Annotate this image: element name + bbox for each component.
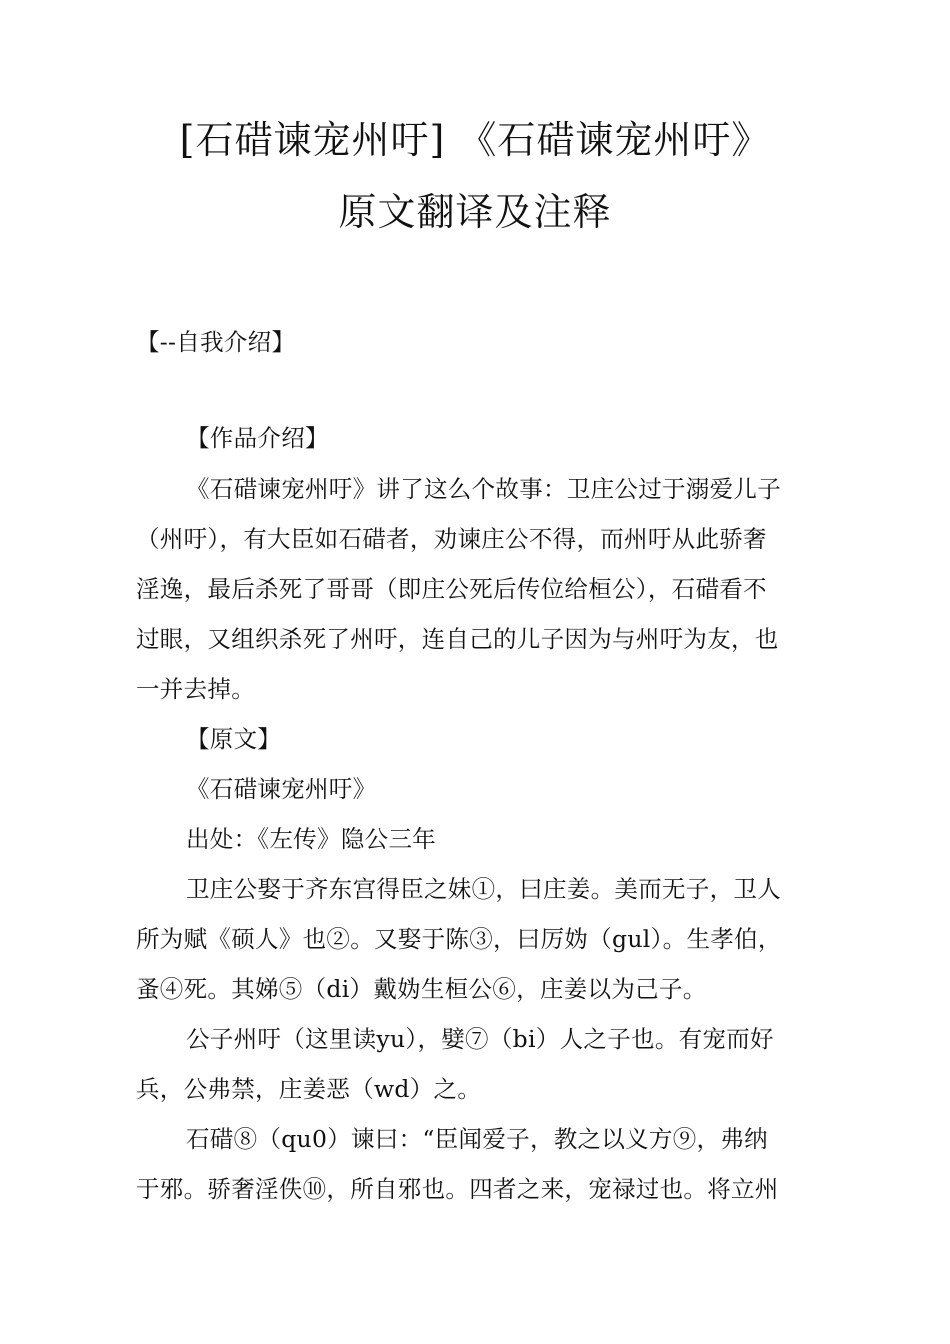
document-title-line-1: [石碏谏宠州吁] 《石碏谏宠州吁》 xyxy=(179,118,771,162)
para1-line-3: 蚤④死。其娣⑤（di）戴妫生桓公⑥，庄姜以为己子。 xyxy=(136,975,707,1003)
intro-line-5: 一并去掉。 xyxy=(136,675,255,703)
intro-line-3: 淫逸，最后杀死了哥哥（即庄公死后传位给桓公），石碏看不 xyxy=(136,575,767,603)
self-intro-heading: 【--自我介绍】 xyxy=(136,328,296,356)
para3-line-2: 于邪。骄奢淫佚⑩，所自邪也。四者之来，宠禄过也。将立州 xyxy=(136,1175,779,1203)
para1-line-1: 卫庄公娶于齐东宫得臣之妹①，曰庄姜。美而无子，卫人 xyxy=(186,875,781,903)
para2-line-1: 公子州吁（这里读yu），嬖⑦（bi）人之子也。有宠而好 xyxy=(186,1025,774,1053)
original-heading: 【原文】 xyxy=(186,725,282,753)
intro-line-4: 过眼，又组织杀死了州吁，连自己的儿子因为与州吁为友，也 xyxy=(136,625,779,653)
para3-line-1: 石碏⑧（qu0）谏曰：“臣闻爱子，教之以义方⑨，弗纳 xyxy=(186,1125,768,1153)
para1-line-2: 所为赋《硕人》也②。又娶于陈③，曰厉妫（gul）。生孝伯， xyxy=(136,925,782,953)
work-intro-heading: 【作品介绍】 xyxy=(186,424,329,452)
original-title: 《石碏谏宠州吁》 xyxy=(186,775,377,803)
para2-line-2: 兵，公弗禁，庄姜恶（wd）之。 xyxy=(136,1075,482,1103)
source-line: 出处：《左传》隐公三年 xyxy=(186,825,437,853)
intro-line-1: 《石碏谏宠州吁》讲了这么个故事：卫庄公过于溺爱儿子 xyxy=(186,475,781,503)
intro-line-2: （州吁），有大臣如石碏者，劝谏庄公不得，而州吁从此骄奢 xyxy=(136,525,767,553)
document-title-line-2: 原文翻译及注释 xyxy=(338,190,612,234)
